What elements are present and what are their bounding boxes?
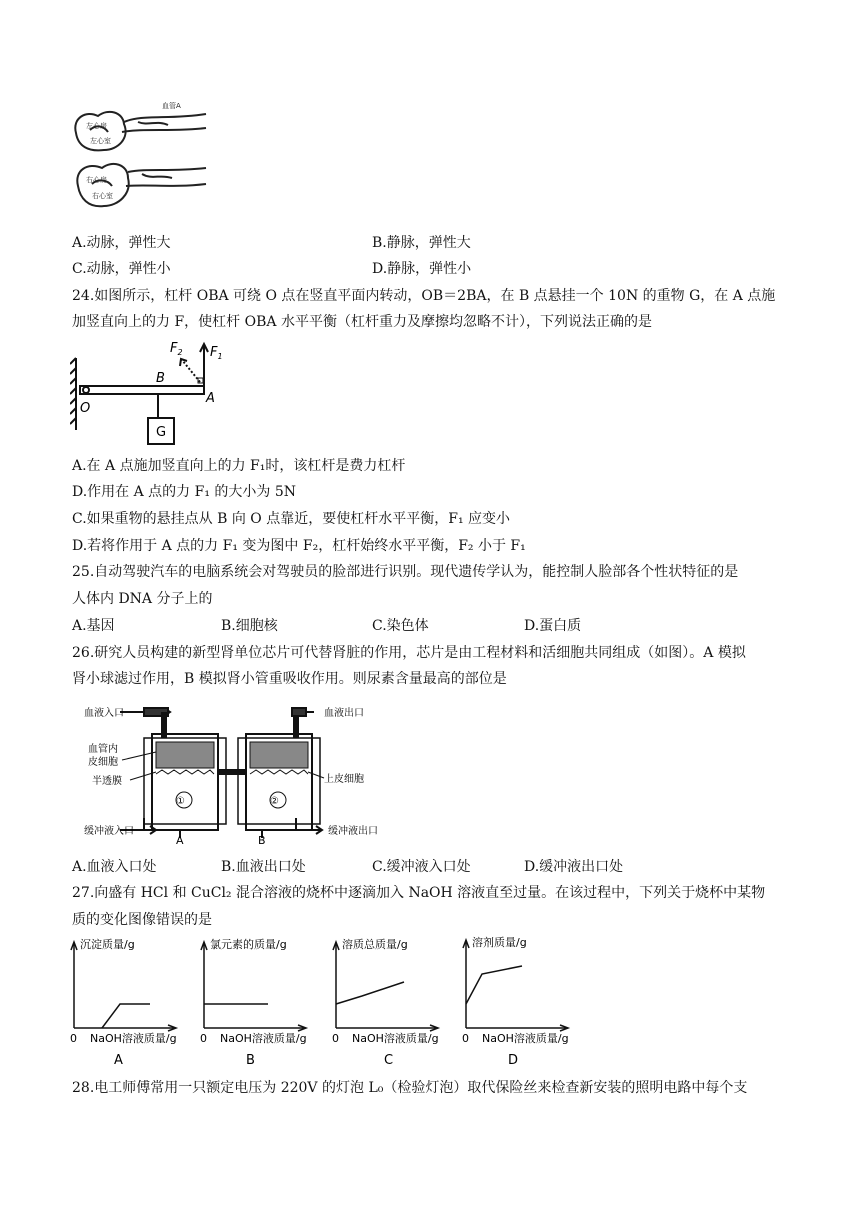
q23-option-b: B.静脉，弹性大	[372, 235, 471, 251]
q24-stem-line1: 24.如图所示，杠杆 OBA 可绕 O 点在竖直平面内转动，OB＝2BA，在 B 点悬挂一个 10N 的重物 G，在 A 点施	[72, 288, 776, 304]
chart-d	[462, 935, 569, 1068]
chart-a-ylabel: 沉淀质量/g	[80, 938, 135, 951]
q27-stem-line1: 27.向盛有 HCl 和 CuCl₂ 混合溶液的烧杯中逐滴加入 NaOH 溶液直至过量。在该过程中，下列关于烧杯中某物	[72, 885, 766, 901]
q23-option-d: D.静脉，弹性小	[372, 261, 472, 277]
q25-option-c: C.染色体	[372, 618, 429, 634]
point-a-label: A	[206, 391, 215, 406]
q25-stem-line1: 25.自动驾驶汽车的电脑系统会对驾驶员的脸部进行识别。现代遗传学认为，能控制人脸部各个性状特征的是	[72, 564, 739, 580]
endothelial-label-2: 皮细胞	[88, 757, 118, 768]
force-f1-label: $F_1$	[210, 345, 223, 361]
right-ventricle-label: 右心室	[92, 192, 113, 200]
q26-option-d: D.缓冲液出口处	[524, 859, 624, 875]
q27-stem-line2: 质的变化图像错误的是	[72, 912, 212, 928]
chart-c-caption: C	[384, 1053, 394, 1068]
chart-b-ylabel: 氯元素的质量/g	[210, 938, 287, 951]
chart-a-xlabel: NaOH溶液质量/g	[90, 1032, 177, 1045]
part-b-label: B	[258, 834, 266, 846]
chart-c-ylabel: 溶质总质量/g	[342, 938, 408, 951]
chart-c	[332, 937, 439, 1068]
q25-option-a: A.基因	[72, 618, 115, 634]
q24-option-c: C.如果重物的悬挂点从 B 向 O 点靠近，要使杠杆水平平衡，F₁ 应变小	[72, 511, 511, 527]
chart-d-origin: 0	[462, 1032, 469, 1045]
q24-stem-line2: 加竖直向上的力 F，使杠杆 OBA 水平平衡（杠杆重力及摩擦均忽略不计），下列说法正确的是	[72, 314, 652, 330]
q26-option-a: A.血液入口处	[72, 859, 157, 875]
kidney-chip-figure	[84, 700, 394, 846]
membrane-label: 半透膜	[92, 776, 122, 787]
q26-option-b: B.血液出口处	[221, 859, 306, 875]
buffer-inlet-label: 缓冲液入口	[84, 826, 134, 837]
q25-stem-line2: 人体内 DNA 分子上的	[72, 591, 213, 607]
blood-inlet-label: 血液入口	[84, 708, 124, 719]
q25-option-b: B.细胞核	[221, 618, 278, 634]
q24-option-a: A.在 A 点施加竖直向上的力 F₁时，该杠杆是费力杠杆	[72, 458, 406, 474]
left-ventricle-label: 左心室	[90, 137, 111, 145]
chart-a-line	[102, 1004, 150, 1028]
right-atrium-label: 右心房	[86, 176, 107, 184]
q25-option-d: D.蛋白质	[524, 618, 582, 634]
q27-charts	[62, 934, 582, 1068]
lever-figure	[70, 338, 250, 448]
chart-a-caption: A	[114, 1053, 123, 1068]
chart-d-xlabel: NaOH溶液质量/g	[482, 1032, 569, 1045]
chart-c-origin: 0	[332, 1032, 339, 1045]
chart-a-origin: 0	[70, 1032, 77, 1045]
chart-b-caption: B	[246, 1053, 255, 1068]
heart-vessel-figure	[68, 98, 210, 218]
epithelium-label: 上皮细胞	[324, 774, 364, 785]
endothelial-label-1: 血管内	[88, 744, 118, 755]
q26-stem-line2: 肾小球滤过作用，B 模拟肾小管重吸收作用。则尿素含量最高的部位是	[72, 671, 507, 687]
buffer-outlet-label: 缓冲液出口	[328, 826, 378, 837]
chart-d-ylabel: 溶剂质量/g	[472, 936, 527, 949]
point-o-label: O	[80, 401, 91, 416]
q26-stem-line1: 26.研究人员构建的新型肾单位芯片可代替肾脏的作用，芯片是由工程材料和活细胞共同组成（如图）。A 模拟	[72, 645, 746, 661]
chart-b-xlabel: NaOH溶液质量/g	[220, 1032, 307, 1045]
chart-c-xlabel: NaOH溶液质量/g	[352, 1032, 439, 1045]
chart-d-caption: D	[508, 1053, 519, 1068]
chart-b-origin: 0	[200, 1032, 207, 1045]
q26-option-c: C.缓冲液入口处	[372, 859, 471, 875]
q24-option-b: D.作用在 A 点的力 F₁ 的大小为 5N	[72, 484, 297, 500]
part-a-label: A	[176, 834, 184, 846]
blood-outlet-label: 血液出口	[324, 708, 364, 719]
left-atrium-label: 左心房	[86, 122, 107, 130]
chamber-1-label: ①	[176, 796, 185, 807]
q23-option-a: A.动脉，弹性大	[72, 235, 171, 251]
chart-b	[200, 937, 307, 1068]
q24-option-d: D.若将作用于 A 点的力 F₁ 变为图中 F₂，杠杆始终水平平衡，F₂ 小于 F₁	[72, 538, 526, 554]
point-b-label: B	[156, 371, 165, 386]
vessel-a-label: 血管A	[162, 102, 181, 110]
chart-c-line	[336, 982, 404, 1004]
q28-stem-line1: 28.电工师傅常用一只额定电压为 220V 的灯泡 L₀（检验灯泡）取代保险丝来检查新安装的照明电路中每个支	[72, 1080, 748, 1096]
chamber-2-label: ②	[270, 796, 279, 807]
q23-option-c: C.动脉，弹性小	[72, 261, 171, 277]
force-f2-label: $F_2$	[170, 341, 183, 357]
chart-a	[70, 937, 177, 1068]
weight-g-label: G	[156, 425, 167, 440]
chart-d-line	[466, 966, 522, 1004]
